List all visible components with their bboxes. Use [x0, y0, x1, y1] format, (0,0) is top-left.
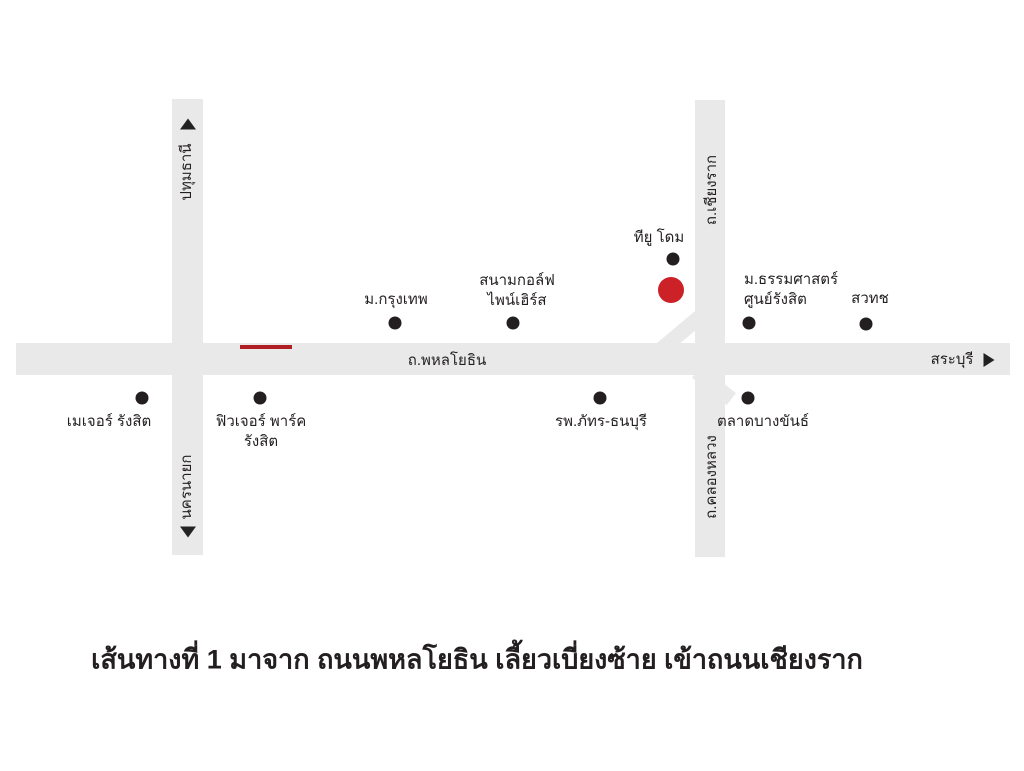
road-label-khlongluang: ถ.คลองหลวง [703, 435, 720, 519]
road-phahonyothin [16, 343, 1010, 375]
route-caption: เส้นทางที่ 1 มาจาก ถนนพหลโยธิน เลี้ยวเบี่ยงซ้าย เข้าถนนเชียงราก [91, 644, 863, 675]
poi-marker-future-park [254, 392, 267, 405]
poi-label-nstda: สวทช [851, 290, 889, 307]
road-label-phahonyothin: ถ.พหลโยธิน [407, 352, 487, 369]
poi-label-thammasat [744, 270, 838, 310]
poi-marker-market [742, 392, 755, 405]
poi-marker-major-rangsit [136, 392, 149, 405]
route-highlight-segment [240, 345, 292, 349]
poi-label-hospital: รพ.ภัทร-ธนบุรี [555, 413, 647, 430]
poi-label-tu-dome: ทียู โดม [633, 229, 685, 246]
destination-pathumthani: ปทุมธานี [178, 143, 195, 201]
poi-marker-bangkok-university [389, 317, 402, 330]
poi-label-golf-line2: ไพน์เฮิร์ส [487, 292, 547, 309]
east-arrow-icon [984, 353, 995, 367]
poi-label-thammasat-line2: ศูนย์รังสิต [744, 291, 807, 308]
destination-saraburi: สระบุรี [930, 351, 974, 368]
poi-label-golf-line1: สนามกอล์ฟ [479, 272, 555, 289]
poi-label-golf-course [479, 271, 555, 311]
poi-marker-tu-dome [667, 253, 680, 266]
destination-nakhonnayok: นครนายก [178, 454, 195, 520]
destination-marker [658, 277, 684, 303]
poi-label-future-park-line2: รังสิต [243, 433, 279, 450]
north-arrow-icon [180, 119, 196, 130]
road-label-chiangrak: ถ.เชียงราก [703, 154, 720, 226]
poi-label-major-rangsit: เมเจอร์ รังสิต [66, 413, 152, 430]
poi-label-future-park [216, 412, 307, 452]
poi-label-bangkok-university: ม.กรุงเทพ [364, 291, 428, 308]
poi-label-thammasat-line1: ม.ธรรมศาสตร์ [744, 271, 839, 288]
poi-marker-thammasat [743, 317, 756, 330]
poi-marker-nstda [860, 318, 873, 331]
poi-marker-golf-course [507, 317, 520, 330]
poi-label-future-park-line1: ฟิวเจอร์ พาร์ค [215, 413, 307, 430]
poi-marker-hospital [594, 392, 607, 405]
south-arrow-icon [180, 527, 196, 538]
poi-label-market: ตลาดบางขันธ์ [716, 413, 810, 430]
